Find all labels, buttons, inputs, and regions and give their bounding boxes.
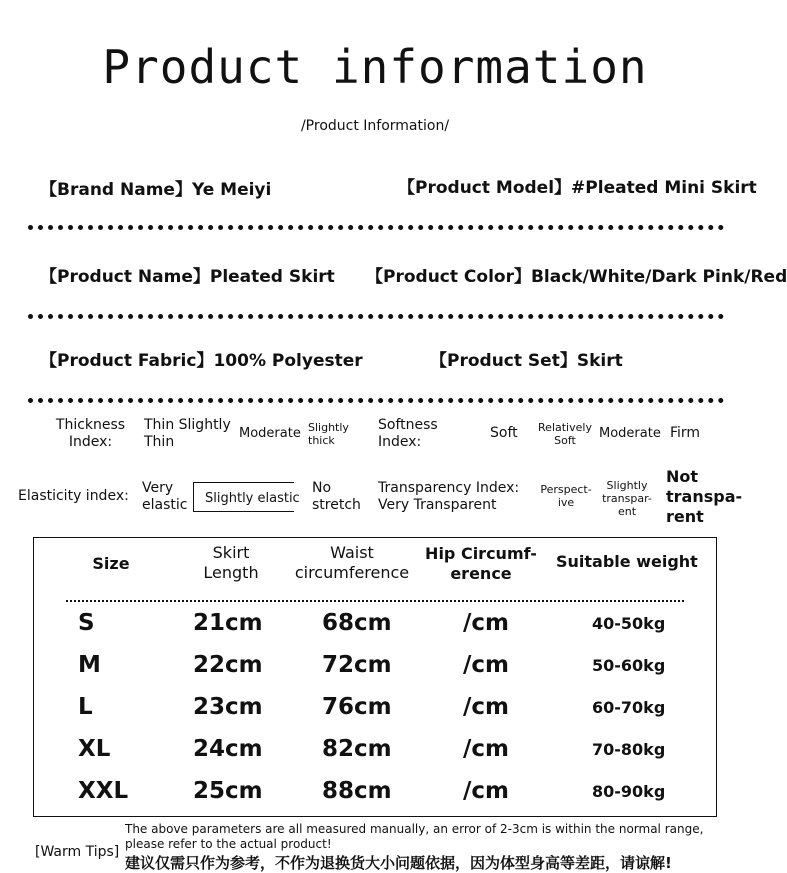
table-header: Size [92,554,130,573]
warm-tips-text: The above parameters are all measured manually, an error of 2-3cm is within the normal range, please refer to the actual product! [125,822,704,851]
table-cell: M [78,652,101,678]
table-header: Skirt Length [203,543,259,582]
divider [28,314,724,319]
table-cell: S [78,610,95,636]
softness-option: Relatively Soft [538,421,592,447]
table-cell: /cm [463,652,509,678]
warm-tips-label: [Warm Tips] [35,844,120,860]
name-value: Pleated Skirt [209,267,335,287]
table-cell: 82cm [322,736,392,762]
table-cell: XL [78,736,111,762]
table-cell: L [78,694,93,720]
table-cell: 40-50kg [592,614,666,633]
warm-tips-chinese: 建议仅需只作为参考，不作为退换货大小问题依据，因为体型身高等差距，请谅解! [125,854,672,872]
page-title: Product information [102,40,648,94]
fabric-key: 【Product Fabric】 [40,351,214,371]
table-cell: 25cm [193,778,263,804]
softness-option: Soft [490,425,518,441]
transparency-option: Slightly transpar-ent [602,479,652,518]
softness-option: Moderate [599,426,661,441]
table-cell: 50-60kg [592,656,666,675]
elasticity-label: Elasticity index: [18,488,129,504]
table-cell: 68cm [322,610,392,636]
transparency-label: Transparency Index: Very Transparent [378,480,520,513]
table-divider [66,600,684,602]
table-cell: /cm [463,736,509,762]
table-header: Hip Circumf-erence [425,544,537,583]
model-value: #Pleated Mini Skirt [571,178,757,198]
table-header: Suitable weight [556,552,698,571]
elasticity-option: No stretch [312,480,361,513]
page-subtitle: /Product Information/ [300,118,450,134]
model-key: 【Product Model】 [398,178,572,198]
color-key: 【Product Color】 [366,267,531,287]
brand-value: Ye Meiyi [191,180,272,200]
table-cell: 21cm [193,610,263,636]
divider [28,398,724,403]
set-field [430,346,623,371]
table-cell: 88cm [322,778,392,804]
set-key: 【Product Set】 [430,351,577,371]
color-field [366,262,787,287]
fabric-value: 100% Polyester [213,351,363,371]
thickness-option: Moderate [239,426,301,441]
color-value: Black/White/Dark Pink/Red [530,267,787,287]
model-field [398,173,757,198]
table-cell: 80-90kg [592,782,666,801]
table-cell: 22cm [193,652,263,678]
table-cell: /cm [463,694,509,720]
table-cell: 76cm [322,694,392,720]
table-cell: 23cm [193,694,263,720]
table-cell: /cm [463,778,509,804]
fabric-field [40,346,363,371]
set-value: Skirt [576,351,623,371]
elasticity-option-selected: Slightly elastic [205,491,300,506]
divider [28,225,724,230]
table-cell: XXL [78,778,129,804]
elasticity-option: Very elastic [142,480,188,513]
table-cell: 70-80kg [592,740,666,759]
name-field [40,262,335,287]
brand-key: 【Brand Name】 [40,180,192,200]
transparency-option: Perspect-ive [540,483,592,509]
name-key: 【Product Name】 [40,267,210,287]
transparency-option-selected: Not transpa-rent [666,467,743,526]
table-cell: 72cm [322,652,392,678]
table-cell: 24cm [193,736,263,762]
table-cell: 60-70kg [592,698,666,717]
table-cell: /cm [463,610,509,636]
softness-label: Softness Index: [378,417,438,450]
thickness-option: Thin Slightly Thin [144,417,231,450]
thickness-label: Thickness Index: [55,417,126,450]
thickness-option: Slightly thick [308,421,349,447]
table-header: Waist circumference [294,543,410,582]
softness-option: Firm [670,425,701,441]
brand-field [40,175,271,200]
